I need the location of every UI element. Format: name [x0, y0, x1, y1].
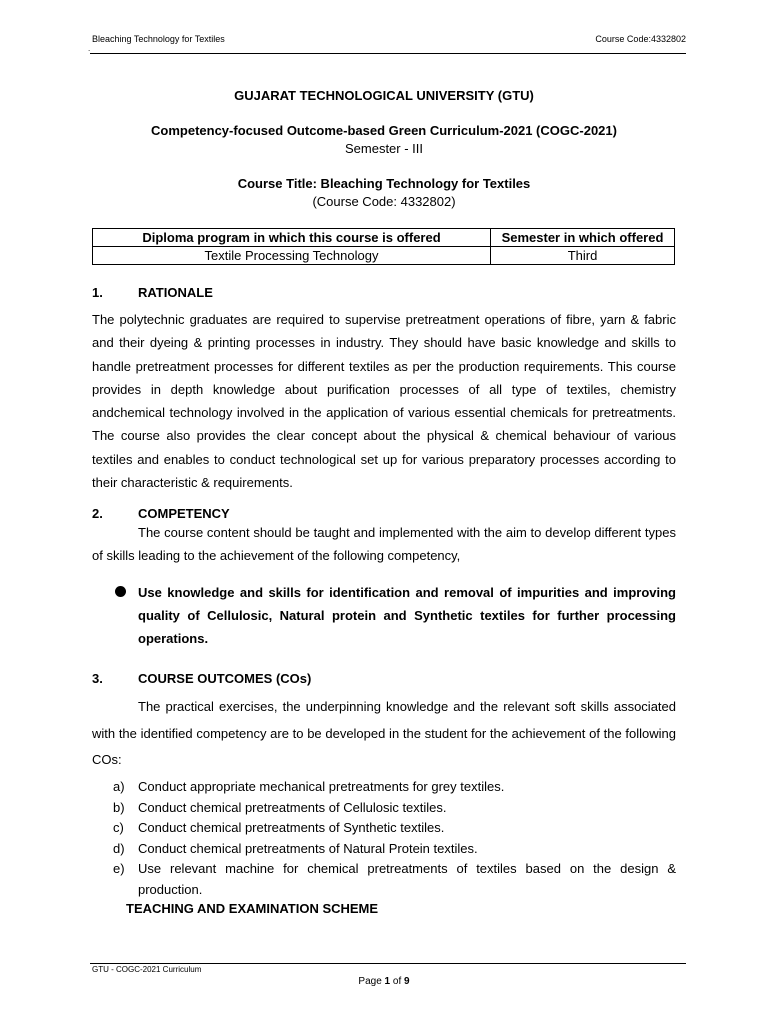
- outcomes-heading: COURSE OUTCOMES (COs): [138, 671, 312, 686]
- offer-table-header-row: [93, 229, 675, 247]
- teaching-scheme-heading: TEACHING AND EXAMINATION SCHEME: [126, 901, 379, 916]
- list-item: [92, 818, 676, 839]
- outcomes-number: 3.: [92, 671, 103, 686]
- outcome-text: Use relevant machine for chemical pretreatments of textiles based on the design & production.: [138, 861, 676, 897]
- header-divider: [90, 53, 686, 54]
- outcome-text: Conduct chemical pretreatments of Cellulosic textiles.: [138, 799, 447, 815]
- outcome-text: Conduct chemical pretreatments of Synthetic textiles.: [138, 820, 445, 835]
- current-page: 1: [384, 976, 391, 987]
- competency-heading: COMPETENCY: [138, 506, 230, 521]
- list-item: [92, 859, 676, 900]
- university-title: GUJARAT TECHNOLOGICAL UNIVERSITY (GTU): [234, 88, 534, 103]
- header-dot: .: [88, 44, 91, 53]
- course-outcomes-list: [92, 777, 676, 900]
- total-pages: 9: [404, 976, 410, 987]
- header-course-code: Course Code:4332802: [595, 34, 686, 44]
- header-course-name: Bleaching Technology for Textiles: [92, 34, 225, 44]
- competency-statement: Use knowledge and skills for identification and removal of impurities and improving quality of Cellulosic, Natural protein and Synthetic textiles for further processing operations.: [138, 585, 676, 646]
- course-code: (Course Code: 4332802): [312, 194, 456, 209]
- list-marker: c): [113, 820, 124, 835]
- competency-number: 2.: [92, 506, 103, 521]
- page-number: [80, 976, 688, 987]
- competency-paragraph: The course content should be taught and implemented with the aim to develop different types of skills leading to the achievement of the following competency,: [92, 525, 676, 563]
- list-marker: b): [113, 799, 125, 815]
- rationale-paragraph: The polytechnic graduates are required to supervise pretreatment operations of fibre, yarn & fabric and their dyeing & printing processes in industry. They should have basic knowledge and skills to handle pretreatment processes for different textiles as per the production requirements. This course provides in depth knowledge about purification processes of all type of textiles, chemistry andchemical technology involved in the application of various essential chemicals for pretreatments. The course also provides the clear concept about the physical & chemical behaviour of various textiles and enables to conduct technological set up for various preparatory processes according to their characteristic & requirements.: [92, 312, 676, 491]
- bullet-icon: [115, 586, 126, 597]
- rationale-number: 1.: [92, 285, 103, 300]
- outcome-text: Conduct chemical pretreatments of Natural Protein textiles.: [138, 840, 478, 856]
- rationale-heading: RATIONALE: [138, 285, 213, 300]
- list-marker: d): [113, 840, 125, 856]
- offer-table-semester-cell: Third: [491, 247, 675, 265]
- list-item: [92, 798, 676, 819]
- offer-table-header-semester: Semester in which offered: [491, 229, 675, 247]
- table-row: [93, 247, 675, 265]
- offer-table-header-program: Diploma program in which this course is offered: [93, 229, 491, 247]
- semester-label: Semester - III: [344, 141, 424, 156]
- offer-table: [92, 228, 675, 265]
- page-label: Page: [358, 976, 382, 987]
- footer-curriculum: GTU - COGC-2021 Curriculum: [92, 965, 202, 974]
- curriculum-title: Competency-focused Outcome-based Green Curriculum-2021 (COGC-2021): [151, 123, 617, 138]
- list-item: [92, 839, 676, 860]
- outcomes-paragraph: The practical exercises, the underpinning knowledge and the relevant soft skills associated with the identified competency are to be developed in the student for the achievement of the following COs:: [92, 699, 676, 767]
- list-marker: e): [113, 861, 125, 876]
- of-label: of: [392, 976, 402, 987]
- list-marker: a): [113, 779, 125, 794]
- list-item: [92, 777, 676, 798]
- offer-table-program-cell: Textile Processing Technology: [93, 247, 491, 265]
- outcome-text: Conduct appropriate mechanical pretreatments for grey textiles.: [138, 779, 505, 794]
- footer-divider: [90, 963, 686, 964]
- course-title: Course Title: Bleaching Technology for Textiles: [237, 176, 531, 191]
